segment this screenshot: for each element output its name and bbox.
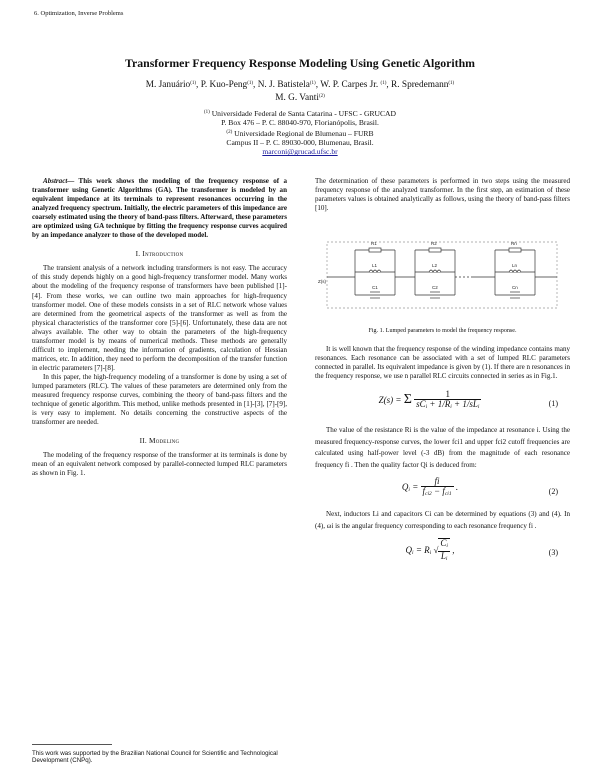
affil-mark: (1) bbox=[203, 110, 210, 115]
figure-dashed-box bbox=[327, 242, 557, 308]
affil-mark: (1) bbox=[190, 81, 197, 86]
equation-3-fraction bbox=[438, 538, 450, 564]
right-column bbox=[315, 177, 570, 570]
resistor-r1 bbox=[369, 248, 381, 252]
section-number: II. bbox=[139, 436, 147, 446]
email-link[interactable]: marconi@grucad.ufsc.br bbox=[262, 147, 338, 157]
equation-2-body: $Q_i$ = $\frac{fi}{f_{ci2} - f_{ci1}}$ . bbox=[315, 475, 545, 511]
paper-title: Transformer Frequency Response Modeling Using Genetic Algorithm bbox=[125, 56, 475, 70]
right-paragraph-3: The value of the resistance Ri is the value of the impedance at resonance i. Using the measured frequency-response curves, the lower fci1 and upper fci2 cutoff frequencies are calculated using half-power level (-3 dB) from the magnitude of each resonance frequency fi . Then the quality factor Qi is deduced from: bbox=[315, 426, 570, 469]
affil-mark: (1) bbox=[247, 81, 254, 86]
modeling-paragraph-1: The modeling of the frequency response of the transformer at its terminals is done by mean of an equivalent network composed by parallel-connected lumped RLC parameters as shown in Fig. 1. bbox=[32, 451, 287, 478]
author-5: R. Spredemann bbox=[391, 80, 449, 90]
equation-1-body: Z(s) = Σ $\frac{1}{sC_i + 1/R_i + 1/sL_i}$ bbox=[315, 387, 545, 424]
affil-mark: (2) bbox=[226, 129, 233, 135]
label-c1: C1 bbox=[372, 285, 378, 291]
inductor-ln bbox=[509, 270, 521, 272]
section-number: I. bbox=[135, 249, 141, 259]
denominator: $sC_i + 1/R_i + 1/sL_i$ bbox=[416, 399, 480, 411]
equation-3-body: $Q_i = R_i$ √ $\frac{C_i}{L_i}$ , bbox=[315, 536, 545, 572]
right-paragraph-1: The determination of these parameters is performed in two steps using the measured frequency response of the analyzed transformer. In the first step, an estimation of these parameters values is obtained analytically as follows, using the theory of band-pass filters [10]. bbox=[315, 177, 570, 213]
affiliation-1: Universidade Federal de Santa Catarina - UFSC - GRUCAD bbox=[211, 109, 397, 118]
intro-paragraph-1: The transient analysis of a network including transformers is not easy. The accuracy of this study depends highly on a good high-frequency transformer model. Many works about the modeling of the frequency response of transformers have been published [1]-[4]. From these works, we can outline two main approaches for high-frequency transformer model. One of these models consists in a set of RLC network whose values are determined from the geometrical aspects of the transformer as well as from the physical characteristics of the transformer core [5]-[6]. Unfortunately, these data are not always available. The other way to obtain the parameters of the high-frequency transformer model is by means of numerical methods. These methods are generally difficult to implement, needing the information of gradients, calculation of Hessian matrices, etc. In addition, they need to perform the decomposition of the transfer function in electric parameters [7]-[8]. bbox=[32, 264, 287, 372]
affiliation-2-address: Campus II – P. C. 89030-000, Blumenau, Brasil. bbox=[226, 137, 374, 147]
affiliations bbox=[0, 108, 600, 156]
inductor-l2 bbox=[429, 270, 441, 272]
label-l2: L2 bbox=[432, 263, 438, 269]
denominator: $f_{ci2} - f_{ci1}$ bbox=[422, 486, 452, 498]
label-c2: C2 bbox=[432, 285, 438, 291]
abstract bbox=[32, 177, 287, 240]
label-l1: L1 bbox=[372, 263, 378, 269]
numerator: $C_i$ bbox=[438, 539, 450, 552]
author-6: M. G. Vanti bbox=[275, 93, 319, 103]
affiliation-1-address: P. Box 476 – P. C. 88040-970, Florianópolis, Brasil. bbox=[221, 118, 379, 128]
author-4: W. P. Carpes Jr. bbox=[320, 80, 379, 90]
equation-1 bbox=[315, 387, 570, 425]
affil-mark: (1) bbox=[380, 81, 387, 86]
equation-1-fraction bbox=[414, 390, 481, 412]
affil-mark: (1) bbox=[448, 81, 455, 86]
figure-1-circuit bbox=[315, 220, 570, 328]
equation-3 bbox=[315, 536, 570, 570]
numerator: 1 bbox=[414, 390, 481, 400]
label-ln: Ln bbox=[512, 263, 518, 269]
resistor-r2 bbox=[429, 248, 441, 252]
resistor-rn bbox=[509, 248, 521, 252]
rlc-circuit-diagram bbox=[315, 220, 570, 328]
equation-2-fraction bbox=[421, 477, 454, 499]
equation-2-number: (2) bbox=[548, 487, 558, 497]
abstract-lead: Abstract— bbox=[43, 177, 75, 185]
numerator: fi bbox=[421, 477, 454, 487]
section-title: Modeling bbox=[149, 436, 180, 446]
equation-3-number: (3) bbox=[548, 548, 558, 558]
abstract-text: This work shows the modeling of the frequency response of a transformer using Genetic Algorithms (GA). The transformer is modeled by an equivalent impedance at its terminals to represent resonances occurring in the analyzed frequency spectrum. Initially, the electric parameters of this impedance are coarsely estimated using the theory of band-pass filters. Afterward, these parameters are optimized using GA technique by fitting the frequency response curves acquired by an impedance analyzer to those of the developed model. bbox=[32, 177, 287, 240]
section-heading-introduction bbox=[32, 249, 287, 258]
figure-1-caption: Fig. 1. Lumped parameters to model the frequency response. bbox=[368, 328, 517, 335]
author-3: N. J. Batistela bbox=[257, 80, 310, 90]
affil-mark: (2) bbox=[318, 94, 325, 99]
equation-1-number: (1) bbox=[548, 399, 558, 409]
section-title: Introduction bbox=[142, 249, 184, 259]
right-paragraph-2: It is well known that the frequency response of the winding impedance contains many resonances. Each resonance can be associated with a set of lumped RLC parameters connected in parallel. Its equivalent impedance is given by (1). If there are n resonances in the frequency response, we use n parallel RLC circuits connected in series as in Fig.1. bbox=[315, 345, 570, 381]
sum-symbol: Σ bbox=[403, 392, 412, 408]
affiliation-2: Universidade Regional de Blumenau – FURB bbox=[234, 128, 374, 138]
footnote-rule bbox=[32, 744, 112, 745]
author-2: P. Kuo-Peng bbox=[200, 80, 248, 90]
inductor-l1 bbox=[369, 270, 381, 272]
label-cn: Cn bbox=[512, 285, 518, 291]
label-r2: R2 bbox=[431, 241, 437, 247]
running-head: 6. Optimization, Inverse Problems bbox=[34, 10, 124, 17]
right-paragraph-4: Next, inductors Li and capacitors Ci can be determined by equations (3) and (4). In (4), ωi is the angular frequency corresponding to each resonance frequency fi . bbox=[315, 510, 570, 530]
denominator: $L_i$ bbox=[440, 551, 448, 563]
label-zs: Z(s) bbox=[318, 279, 326, 285]
label-r1: R1 bbox=[371, 241, 377, 247]
label-rn: Rn bbox=[511, 241, 517, 247]
author-1: M. Januário bbox=[145, 80, 191, 90]
affil-mark: (1) bbox=[309, 81, 316, 86]
author-list: M. Januário$^{(1)}$, P. Kuo-Peng$^{(1)}$, N. J. Batistela$^{(1)}$, W. P. Carpes Jr. $^{(1)}$, R. Spredemann$^{(1)}$ M. G. Vanti$^{(2)}$ bbox=[145, 80, 455, 103]
footnote: This work was supported by the Brazilian National Council for Scientific and Technological Development (CNPq). bbox=[32, 750, 278, 765]
intro-paragraph-2: In this paper, the high-frequency modeling of a transformer is done by using a set of lumped parameters (RLC). The values of these parameters are determined only from the measured frequency response curves, combining the theory of band-pass filters and the technique of genetic algorithm. This method, unlike methods presented in [1]-[3], [7]-[9], is very easy to implement. No details concerning the constructive aspects of the transformer are needed. bbox=[32, 372, 287, 427]
left-column bbox=[32, 177, 287, 478]
equation-2 bbox=[315, 475, 570, 509]
section-heading-modeling bbox=[32, 436, 287, 445]
